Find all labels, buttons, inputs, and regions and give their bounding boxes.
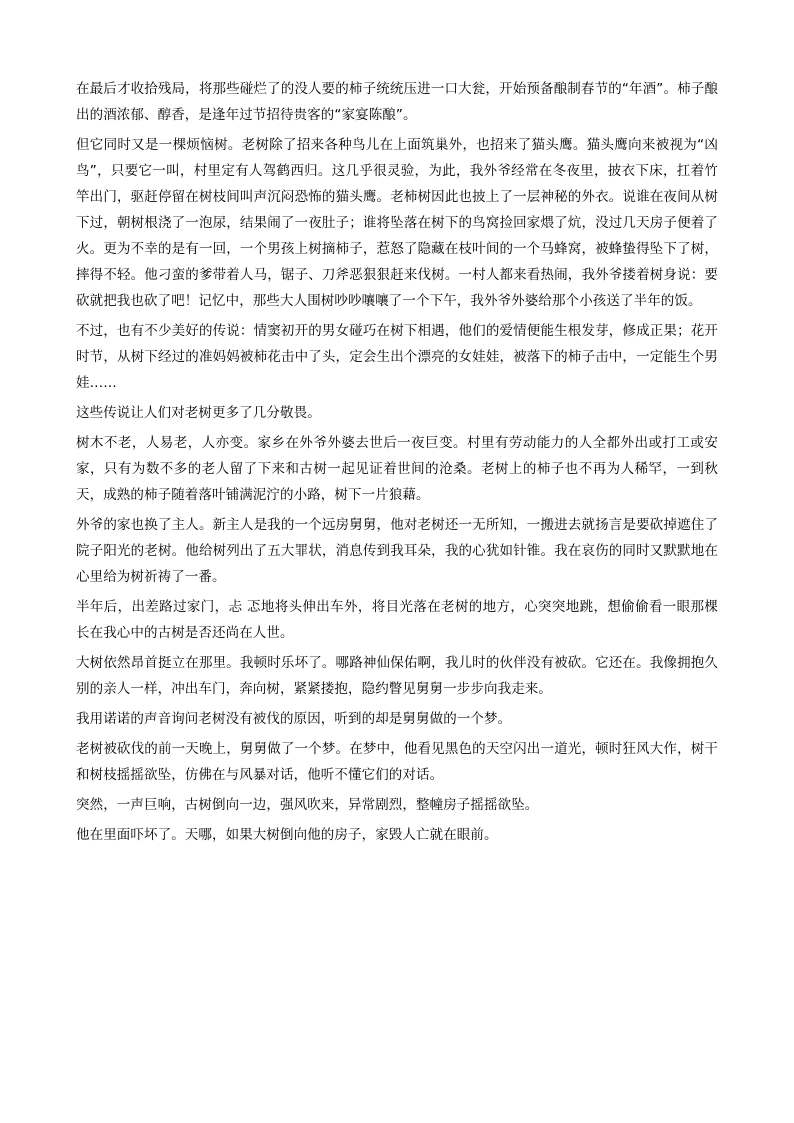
paragraph-4: 这些传说让人们对老树更多了几分敬畏。: [76, 405, 321, 421]
paragraph-12: 他在里面吓坏了。天哪，如果大树倒向他的房子，家毁人亡就在眼前。: [76, 827, 498, 843]
paragraph-8: 大树依然昂首挺立在那里。我顿时乐坏了。哪路神仙保佑啊，我儿时的伙伴没有被砍。它还在。我像拥抱久别的亲人一样，冲出车门，奔向树，紧紧搂抱，隐约瞥见舅舅一步步向我走来。: [76, 655, 718, 697]
paragraph-6: 外爷的家也换了主人。新主人是我的一个远房舅舅，他对老树还一无所知，一搬进去就扬言是要砍掉遮住了院子阳光的老树。他给树列出了五大罪状，消息传到我耳朵，我的心犹如针锥。我在哀伤的同时又默默地在心里给为树祈祷了一番。: [76, 517, 718, 585]
paragraph-2: 但它同时又是一棵烦恼树。老树除了招来各种鸟儿在上面筑巢外，也招来了猫头鹰。猫头鹰向来被视为“凶鸟”，只要它一叫，村里定有人驾鹤西归。这几乎很灵验，为此，我外爷经常在冬夜里，披衣下床，扛着竹竿出门，驱赶停留在树枝间叫声沉闷恐怖的猫头鹰。老柿树因此也披上了一层神秘的外衣。说谁在夜间从树下过，朝树根浇了一泡尿，结果闹了一夜肚子；谁将坠落在树下的鸟窝捡回家煨了炕，没过几天房子便着了火。更为不幸的是有一回，一个男孩上树摘柿子，惹怒了隐藏在枝叶间的一个马蜂窝，被蜂蛰得坠下了树，摔得不轻。他刁蛮的爹带着人马，锯子、刀斧恶狠狠赶来伐树。一村人都来看热闹，我外爷搂着树身说：要砍就把我也砍了吧！记忆中，那些大人围树吵吵嚷嚷了一个下午，我外爷外婆给那个小孩送了半年的饭。: [76, 137, 718, 309]
paragraph-1: 在最后才收拾残局，将那些碰烂了的没人要的柿子统统压进一口大瓮，开始预备酿制春节的“年酒”。柿子酿出的酒浓郁、醇香，是逢年过节招待贵客的“家宴陈酿”。: [76, 81, 718, 123]
paragraph-5: 树木不老，人易老，人亦变。家乡在外爷外婆去世后一夜巨变。村里有劳动能力的人全都外出或打工或安家，只有为数不多的老人留了下来和古树一起见证着世间的沧桑。老树上的柿子也不再为人稀罕，一到秋天，成熟的柿子随着落叶铺满泥泞的小路，树下一片狼藉。: [76, 435, 718, 503]
paragraph-9: 我用诺诺的声音询问老树没有被伐的原因，听到的却是舅舅做的一个梦。: [76, 711, 512, 727]
paragraph-3: 不过，也有不少美好的传说：情窦初开的男女碰巧在树下相遇，他们的爱情便能生根发芽，修成正果；花开时节，从树下经过的准妈妈被柿花击中了头，定会生出个漂亮的女娃娃，被落下的柿子击中，一定能生个男娃……: [76, 323, 718, 391]
document-page: [76, 76, 718, 852]
paragraph-7: 半年后，出差路过家门，忐 忑地将头伸出车外，将目光落在老树的地方，心突突地跳，想偷偷看一眼那棵长在我心中的古树是否还尚在人世。: [76, 599, 718, 641]
paragraph-10: 老树被砍伐的前一天晚上，舅舅做了一个梦。在梦中，他看见黑色的天空闪出一道光，顿时狂风大作，树干和树枝摇摇欲坠，仿佛在与风暴对话，他听不懂它们的对话。: [76, 741, 718, 783]
paragraph-11: 突然，一声巨响，古树倒向一边，强风吹来，异常剧烈，整幢房子摇摇欲坠。: [76, 797, 539, 813]
